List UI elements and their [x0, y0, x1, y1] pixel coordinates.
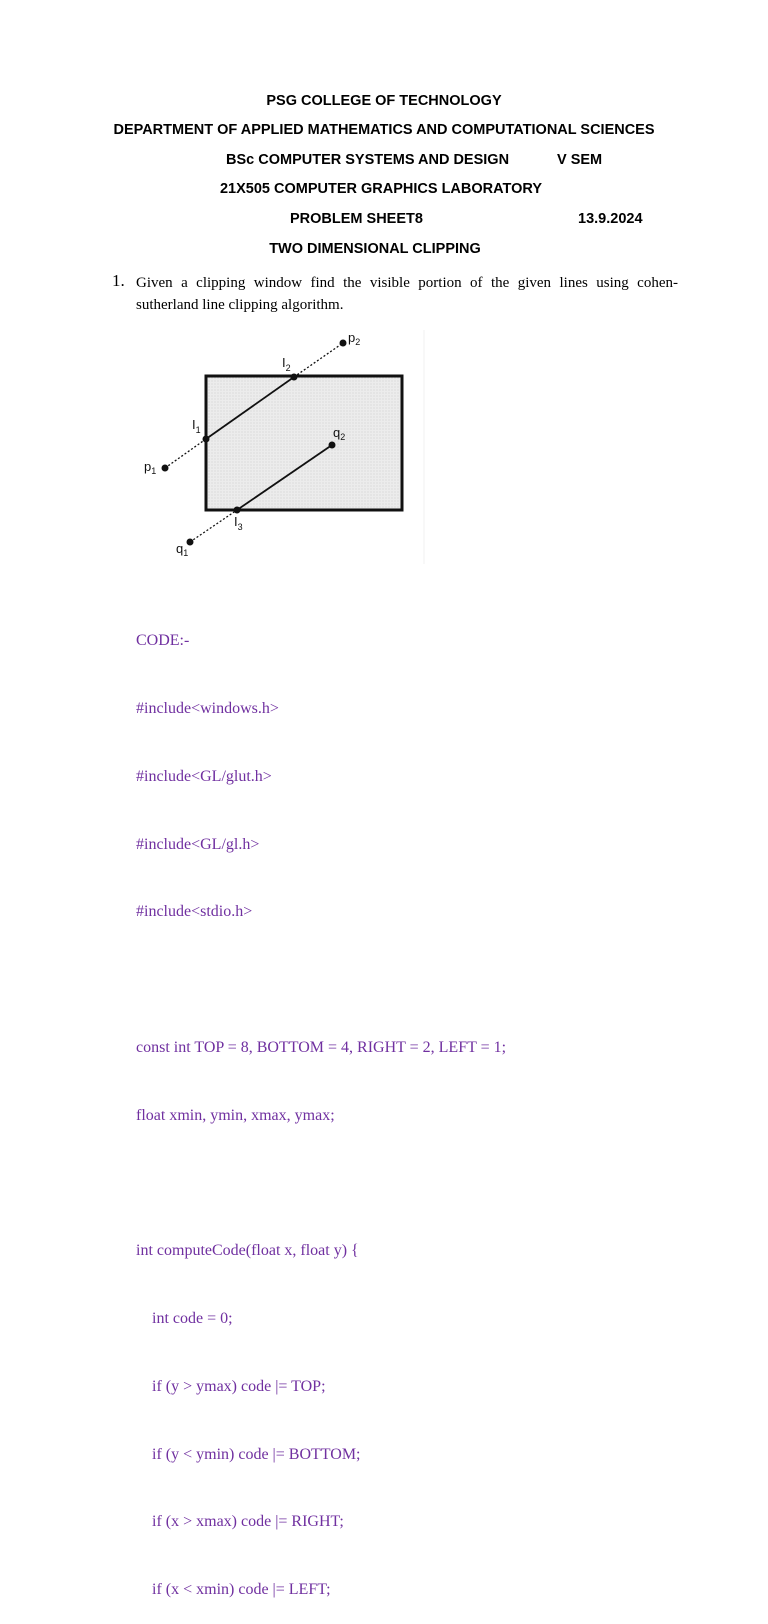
college-title: PSG COLLEGE OF TECHNOLOGY — [266, 93, 502, 109]
topic-title: TWO DIMENSIONAL CLIPPING — [269, 241, 481, 257]
code-line: #include<GL/gl.h> — [136, 835, 260, 853]
code-line: if (y > ymax) code |= TOP; — [136, 1377, 326, 1395]
line-p-outside-left — [165, 439, 206, 468]
code-blank-line — [136, 969, 736, 992]
label-q2: $q_2$ — [333, 425, 346, 442]
sheet-date: 13.9.2024 — [578, 211, 643, 227]
question-text: Given a clipping window find the visible portion of the given lines using cohen-sutherland line clipping algorithm. — [136, 275, 678, 313]
label-p2: $p_2$ — [348, 330, 361, 347]
point-p2 — [340, 340, 347, 347]
point-i3 — [234, 507, 241, 514]
label-i3: $I_3$ — [234, 514, 243, 532]
clipping-window — [206, 376, 402, 510]
label-i2: $I_2$ — [282, 355, 291, 373]
line-q-outside-bottom — [190, 510, 237, 542]
code-line: if (x > xmax) code |= RIGHT; — [136, 1513, 344, 1531]
clipping-figure — [136, 326, 426, 566]
code-line: float xmin, ymin, xmax, ymax; — [136, 1106, 335, 1124]
line-p-outside-top — [294, 343, 343, 377]
label-q1: $q_1$ — [176, 541, 189, 558]
clipping-diagram — [136, 326, 426, 566]
question-number: 1. — [112, 271, 125, 290]
code-blank-line — [136, 1172, 736, 1195]
code-line: int computeCode(float x, float y) { — [136, 1242, 359, 1260]
point-i2 — [291, 374, 298, 381]
department-title: DEPARTMENT OF APPLIED MATHEMATICS AND COMPUTATIONAL SCIENCES — [113, 122, 655, 138]
label-i1: $I_1$ — [192, 417, 201, 435]
point-q2 — [329, 442, 336, 449]
sheet-title: PROBLEM SHEET8 — [290, 211, 423, 227]
code-line: int code = 0; — [136, 1310, 233, 1327]
code-block — [136, 585, 736, 1624]
programme-title: BSc COMPUTER SYSTEMS AND DESIGN — [226, 152, 510, 168]
semester-label: V SEM — [557, 152, 603, 168]
course-title: 21X505 COMPUTER GRAPHICS LABORATORY — [219, 181, 542, 197]
code-line: #include<GL/glut.h> — [136, 767, 272, 785]
code-line: const int TOP = 8, BOTTOM = 4, RIGHT = 2, LEFT = 1; — [136, 1038, 507, 1056]
point-p1 — [162, 465, 169, 472]
code-line: if (y < ymin) code |= BOTTOM; — [136, 1445, 361, 1463]
code-line: if (x < xmin) code |= LEFT; — [136, 1581, 331, 1599]
point-q1 — [187, 539, 194, 546]
code-line: CODE:- — [136, 632, 190, 650]
code-line: #include<windows.h> — [136, 699, 279, 717]
label-p1: $p_1$ — [144, 459, 157, 476]
code-line: #include<stdio.h> — [136, 903, 253, 921]
point-i1 — [203, 436, 210, 443]
